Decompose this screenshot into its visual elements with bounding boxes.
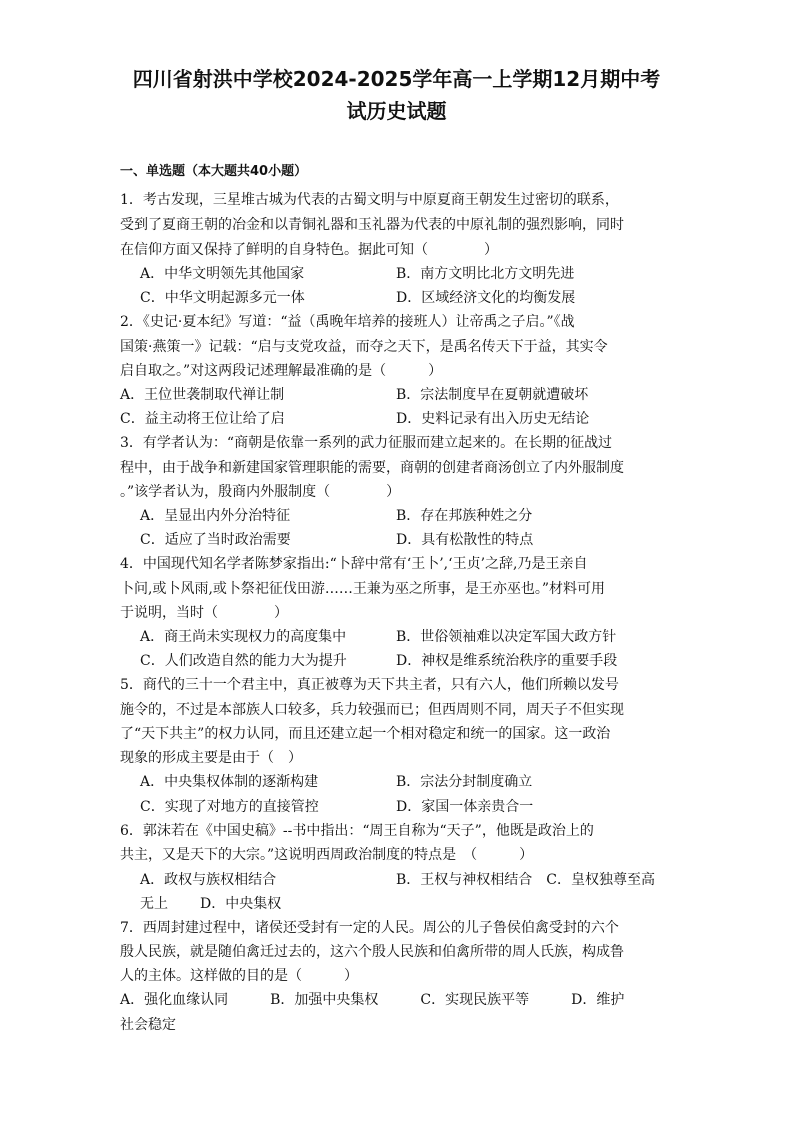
q2-option-b: B．宗法制度早在夏朝就遭破坏 bbox=[396, 387, 589, 403]
q2-stem-line-2: 国策·燕策一》记载：“启与支党攻益，而夺之天下，是禹名传天下于益，其实令 bbox=[120, 339, 608, 355]
q3-stem-line-3: 。”该学者认为，殷商内外服制度（ ） bbox=[120, 484, 401, 500]
section-heading: 一、单选题（本大题共40小题） bbox=[120, 164, 308, 179]
q5-option-b: B．宗法分封制度确立 bbox=[396, 774, 533, 790]
q6-option-a: A．政权与族权相结合 bbox=[140, 872, 277, 888]
q3-stem-line-2: 程中，由于战争和新建国家管理职能的需要，商朝的创建者商汤创立了内外服制度 bbox=[120, 460, 624, 476]
q4-stem-line-3: 于说明，当时（ ） bbox=[120, 605, 288, 621]
q3-option-a: A．呈显出内外分治特征 bbox=[140, 508, 291, 524]
q4-stem-line-2: 卜问,或卜风雨,或卜祭祀征伐田游……王兼为巫之所事，是王亦巫也。”材料可用 bbox=[120, 581, 606, 597]
q1-option-d: D．区域经济文化的均衡发展 bbox=[396, 290, 576, 306]
q4-option-a: A．商王尚未实现权力的高度集中 bbox=[140, 629, 347, 645]
q2-stem-line-3: 启自取之。”对这两段记述理解最准确的是（ ） bbox=[120, 363, 443, 379]
q4-option-c: C．人们改造自然的能力大为提升 bbox=[140, 653, 347, 669]
q1-option-a: A．中华文明领先其他国家 bbox=[140, 266, 305, 282]
q5-stem-line-2: 施令的，不过是本部族人口较多，兵力较强而已；但西周则不同，周天子不但实现 bbox=[120, 702, 624, 718]
document-title-line-2: 试历史试题 bbox=[346, 99, 447, 123]
q7-option-d-continued: 社会稳定 bbox=[120, 1017, 176, 1033]
q1-option-c: C．中华文明起源多元一体 bbox=[140, 290, 305, 306]
q6-stem-line-2: 共主，又是天下的大宗。”这说明西周政治制度的特点是 （ ） bbox=[120, 847, 534, 863]
q5-option-c: C．实现了对地方的直接管控 bbox=[140, 799, 319, 815]
q3-option-b: B．存在邦族种姓之分 bbox=[396, 508, 533, 524]
q5-option-a: A．中央集权体制的逐渐构建 bbox=[140, 774, 319, 790]
q1-stem-line-2: 受到了夏商王朝的冶金和以青铜礼器和玉礼器为代表的中原礼制的强烈影响，同时 bbox=[120, 217, 624, 233]
q5-stem-line-3: 了“天下共主”的权力认同，而且还建立起一个相对稳定和统一的国家。这一政治 bbox=[120, 726, 611, 742]
q7-stem-line-1: 7．西周封建过程中，诸侯还受封有一定的人民。周公的儿子鲁侯伯禽受封的六个 bbox=[120, 920, 619, 936]
q7-stem-line-2: 殷人民族，就是随伯禽迁过去的，这六个殷人民族和伯禽所带的周人氏族，构成鲁 bbox=[120, 944, 624, 960]
q7-stem-line-3: 人的主体。这样做的目的是（ ） bbox=[120, 968, 358, 984]
q4-option-b: B．世俗领袖难以决定军国大政方针 bbox=[396, 629, 617, 645]
q6-stem-line-1: 6．郭沫若在《中国史稿》--书中指出：“周王自称为“天子”，他既是政治上的 bbox=[120, 823, 594, 839]
document-title-line-1: 四川省射洪中学校2024-2025学年高一上学期12月期中考 bbox=[132, 67, 661, 91]
q6-option-c-continued: 无上 bbox=[140, 896, 168, 912]
q3-stem-line-1: 3．有学者认为：“商朝是依靠一系列的武力征服而建立起来的。在长期的征战过 bbox=[120, 435, 613, 451]
q4-stem-line-1: 4．中国现代知名学者陈梦家指出:“卜辞中常有‘王卜’,‘王贞’之辞,乃是王亲自 bbox=[120, 556, 588, 572]
q2-option-a: A．王位世袭制取代禅让制 bbox=[120, 387, 285, 403]
q2-option-d: D．史料记录有出入历史无结论 bbox=[396, 411, 590, 427]
q2-option-c: C．益主动将王位让给了启 bbox=[120, 411, 285, 427]
q5-stem-line-4: 现象的形成主要是由于（ ） bbox=[120, 750, 302, 766]
q6-option-b-c: B．王权与神权相结合 C．皇权独尊至高 bbox=[396, 872, 655, 888]
q3-option-d: D．具有松散性的特点 bbox=[396, 532, 534, 548]
q7-options: A．强化血缘认同 B．加强中央集权 C．实现民族平等 D．维护 bbox=[120, 992, 625, 1008]
q4-option-d: D．神权是维系统治秩序的重要手段 bbox=[396, 653, 618, 669]
q3-option-c: C．适应了当时政治需要 bbox=[140, 532, 291, 548]
q2-stem-line-1: 2．《史记·夏本纪》写道：“益（禹晚年培养的接班人）让帝禹之子启。”《战 bbox=[120, 314, 575, 330]
q1-option-b: B．南方文明比北方文明先进 bbox=[396, 266, 575, 282]
q5-stem-line-1: 5．商代的三十一个君主中，真正被尊为天下共主者，只有六人，他们所赖以发号 bbox=[120, 677, 619, 693]
q5-option-d: D．家国一体亲贵合一 bbox=[396, 799, 534, 815]
q1-stem-line-1: 1．考古发现，三星堆古城为代表的古蜀文明与中原夏商王朝发生过密切的联系， bbox=[120, 192, 619, 208]
q1-stem-line-3: 在信仰方面又保持了鲜明的自身特色。据此可知（ ） bbox=[120, 242, 498, 258]
q6-option-d: D．中央集权 bbox=[200, 896, 282, 912]
